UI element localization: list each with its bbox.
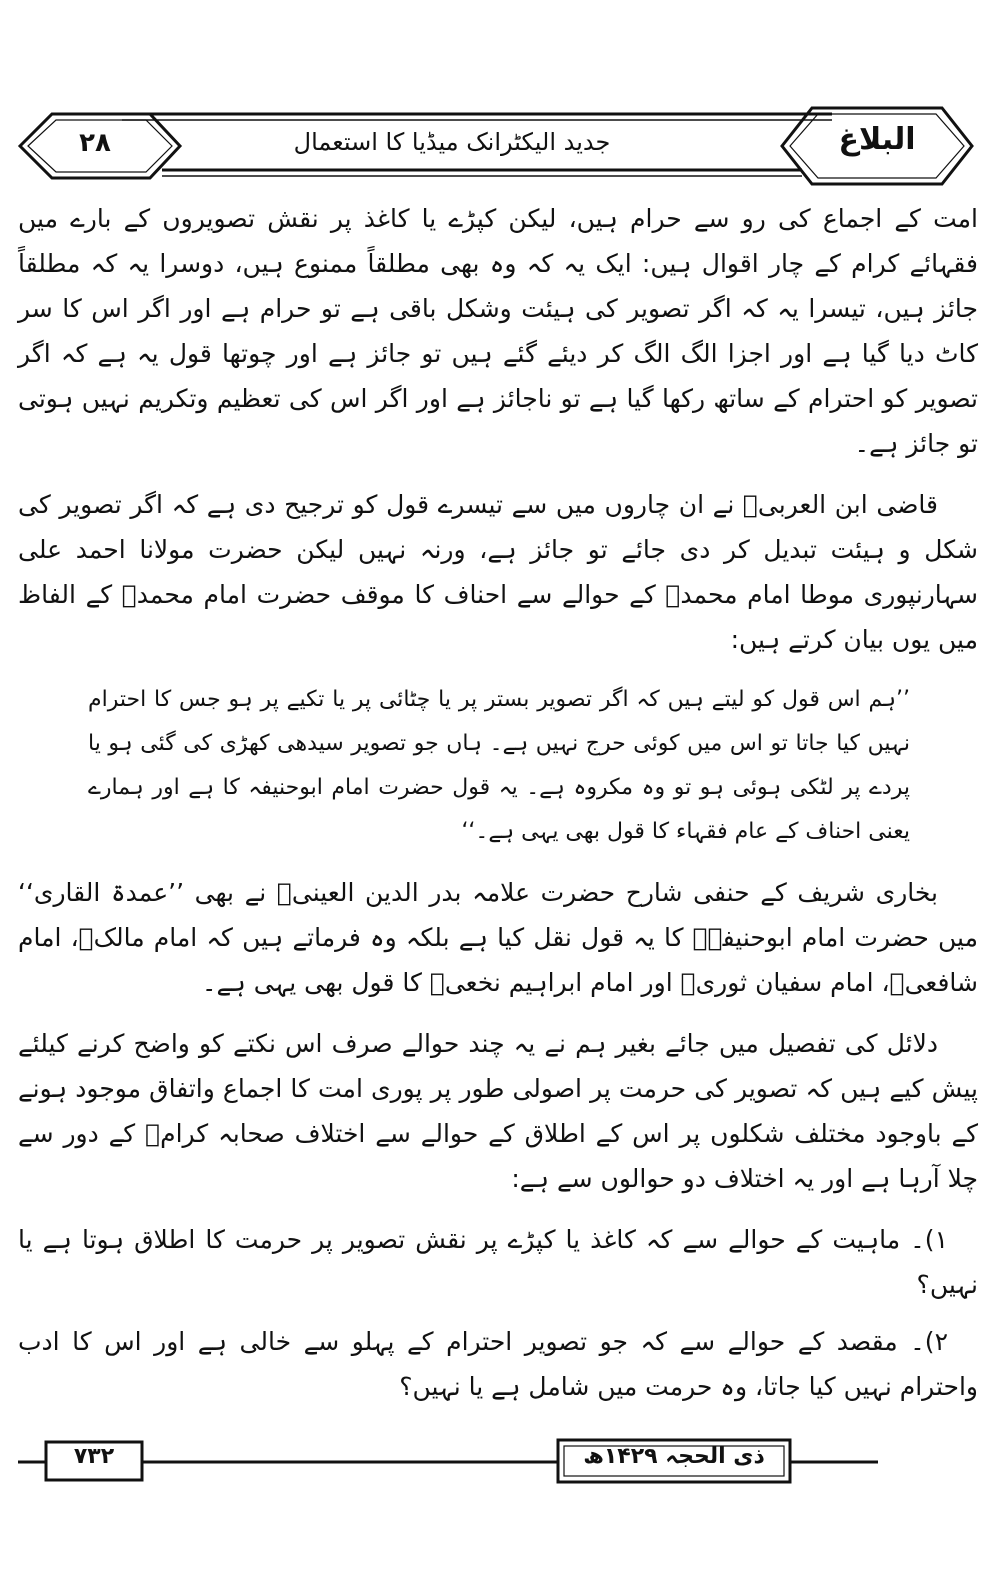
article-body bbox=[18, 196, 978, 1421]
header-title: جدید الیکٹرانک میڈیا کا استعمال bbox=[293, 128, 611, 156]
list-item-2: ۲)۔ مقصد کے حوالے سے کہ جو تصویر احترام کے پہلو سے خالی ہے اور اس کا ادب واحترام نہیں کیا جاتا، وہ حرمت میں شامل ہے یا نہیں؟ bbox=[18, 1327, 978, 1401]
list-item-1: ۱)۔ ماہیت کے حوالے سے کہ کاغذ یا کپڑے پر نقش تصویر پر حرمت کا اطلاق ہوتا ہے یا نہیں؟ bbox=[18, 1225, 978, 1299]
paragraph-1: امت کے اجماع کی رو سے حرام ہیں، لیکن کپڑے یا کاغذ پر نقش تصویروں کے بارے میں فقہائے کرام کے چار اقوال ہیں: ایک یہ کہ وہ بھی مطلقاً ممنوع ہیں، دوسرا یہ کہ مطلقاً جائز ہیں، تیسرا یہ کہ اگر تصویر کی ہیئت وشکل باقی ہے تو حرام ہے اور اگر اس کا سر کاٹ دیا گیا ہے اور اجزا الگ الگ کر دیئے گئے ہیں تو جائز ہے اور چوتھا قول یہ ہے کہ اگر تصویر کو احترام کے ساتھ رکھا گیا ہے تو ناجائز ہے اور اگر اس کی تعظیم وتکریم نہیں ہوتی تو جائز ہے۔ bbox=[18, 204, 978, 458]
footer-issue-number: ۷۳۲ bbox=[73, 1444, 115, 1469]
header-page-number: ۲۸ bbox=[79, 128, 111, 158]
paragraph-3: بخاری شریف کے حنفی شارح حضرت علامہ بدر الدین العینیؒ نے بھی ’’عمدۃ القاری‘‘ میں حضرت امام ابوحنیفہؒ کا یہ قول نقل کیا ہے بلکہ وہ فرماتے ہیں کہ امام مالکؒ، امام شافعیؒ، امام سفیان ثوریؒ اور امام ابراہیم نخعیؒ کا قول بھی یہی ہے۔ bbox=[18, 878, 978, 997]
footer-date: ذی الحجہ ۱۴۲۹ھ bbox=[583, 1444, 765, 1469]
page-header bbox=[12, 100, 978, 188]
paragraph-2: قاضی ابن العربیؒ نے ان چاروں میں سے تیسرے قول کو ترجیح دی ہے کہ اگر تصویر کی شکل و ہیئت تبدیل کر دی جائے تو جائز ہے، ورنہ نہیں لیکن حضرت مولانا احمد علی سہارنپوری موطا امام محمدؒ کے حوالے سے احناف کا موقف حضرت امام محمدؒ کے الفاظ میں یوں بیان کرتے ہیں: bbox=[18, 490, 978, 654]
block-quote: ’’ہم اس قول کو لیتے ہیں کہ اگر تصویر بستر پر یا چٹائی پر یا تکیے پر ہو جس کا احترام نہیں کیا جاتا تو اس میں کوئی حرج نہیں ہے۔ ہاں جو تصویر سیدھی کھڑی کی گئی ہو یا پردے پر لٹکی ہوئی ہو تو وہ مکروہ ہے۔ یہ قول حضرت امام ابوحنیفہ کا ہے اور ہمارے یعنی احناف کے عام فقہاء کا قول بھی یہی ہے۔‘‘ bbox=[88, 687, 910, 844]
paragraph-4: دلائل کی تفصیل میں جائے بغیر ہم نے یہ چند حوالے صرف اس نکتے کو واضح کرنے کیلئے پیش کیے ہیں کہ تصویر کی حرمت پر اصولی طور پر پوری امت کا اجماع واتفاق موجود ہونے کے باوجود مختلف شکلوں پر اس کے اطلاق کے حوالے سے اختلاف صحابہ کرامؓ کے دور سے چلا آرہا ہے اور یہ اختلاف دو حوالوں سے ہے: bbox=[18, 1029, 978, 1193]
page-footer bbox=[18, 1432, 878, 1492]
magazine-logo: البلاغ bbox=[838, 122, 916, 157]
